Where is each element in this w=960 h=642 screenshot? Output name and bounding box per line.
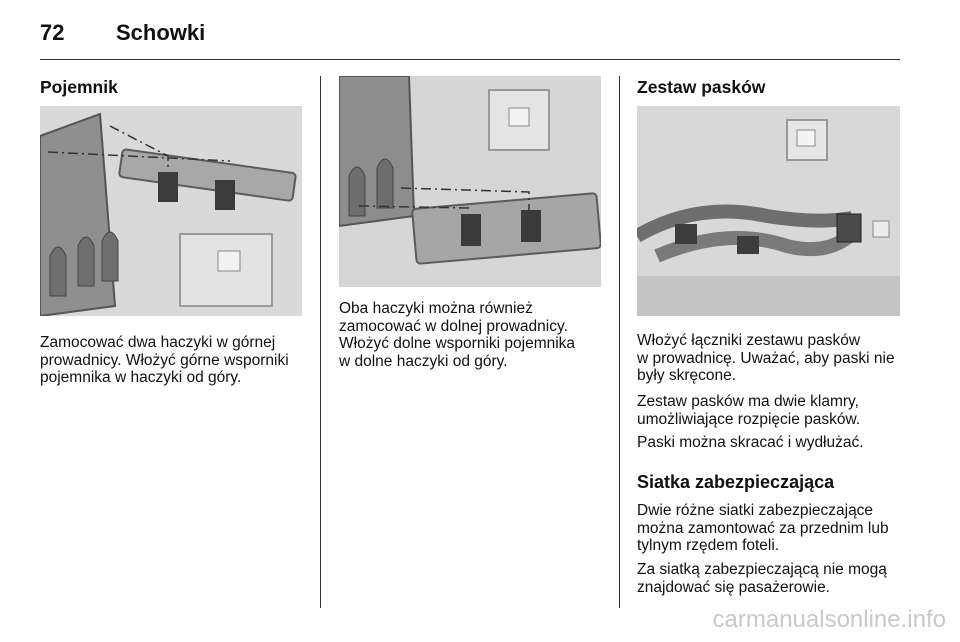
- body-text: Włożyć łączniki zestawu pasków w prowadnicę. Uważać, aby paski nie były skręcone.: [637, 332, 895, 385]
- column-divider: [320, 76, 321, 608]
- body-text: Zamocować dwa haczyki w górnej prowadnicy. Włożyć górne wsporniki pojemnika w haczyki od góry.: [40, 334, 289, 387]
- illustration-strap-set: [637, 106, 900, 316]
- illustration-container-hooks-lower: [339, 76, 601, 287]
- section-heading-zestaw-paskow: Zestaw pasków: [637, 77, 766, 97]
- body-text: Oba haczyki można również zamocować w dolnej prowadnicy. Włożyć dolne wsporniki pojemnika w dolne haczyki od góry.: [339, 300, 576, 370]
- body-text: Za siatką zabezpieczającą nie mogą znajdować się pasażerowie.: [637, 561, 887, 596]
- section-heading-pojemnik: Pojemnik: [40, 77, 118, 97]
- page-number: 72: [40, 20, 65, 45]
- section-heading-siatka: Siatka zabezpieczająca: [637, 472, 835, 492]
- body-text: Zestaw pasków ma dwie klamry, umożliwiające rozpięcie pasków.: [637, 393, 861, 428]
- column-divider: [619, 76, 620, 608]
- page-header: [40, 20, 205, 46]
- column-3: [637, 76, 900, 596]
- body-text: Dwie różne siatki zabezpieczające można zamontować za przednim lub tylnym rzędem foteli.: [637, 502, 889, 555]
- column-1: [40, 76, 302, 387]
- illustration-container-hooks-upper: [40, 106, 302, 316]
- page-title: Schowki: [116, 20, 206, 45]
- watermark: carmanualsonline.info: [712, 606, 946, 633]
- body-text: Paski można skracać i wydłużać.: [637, 434, 864, 451]
- header-rule: [40, 59, 900, 60]
